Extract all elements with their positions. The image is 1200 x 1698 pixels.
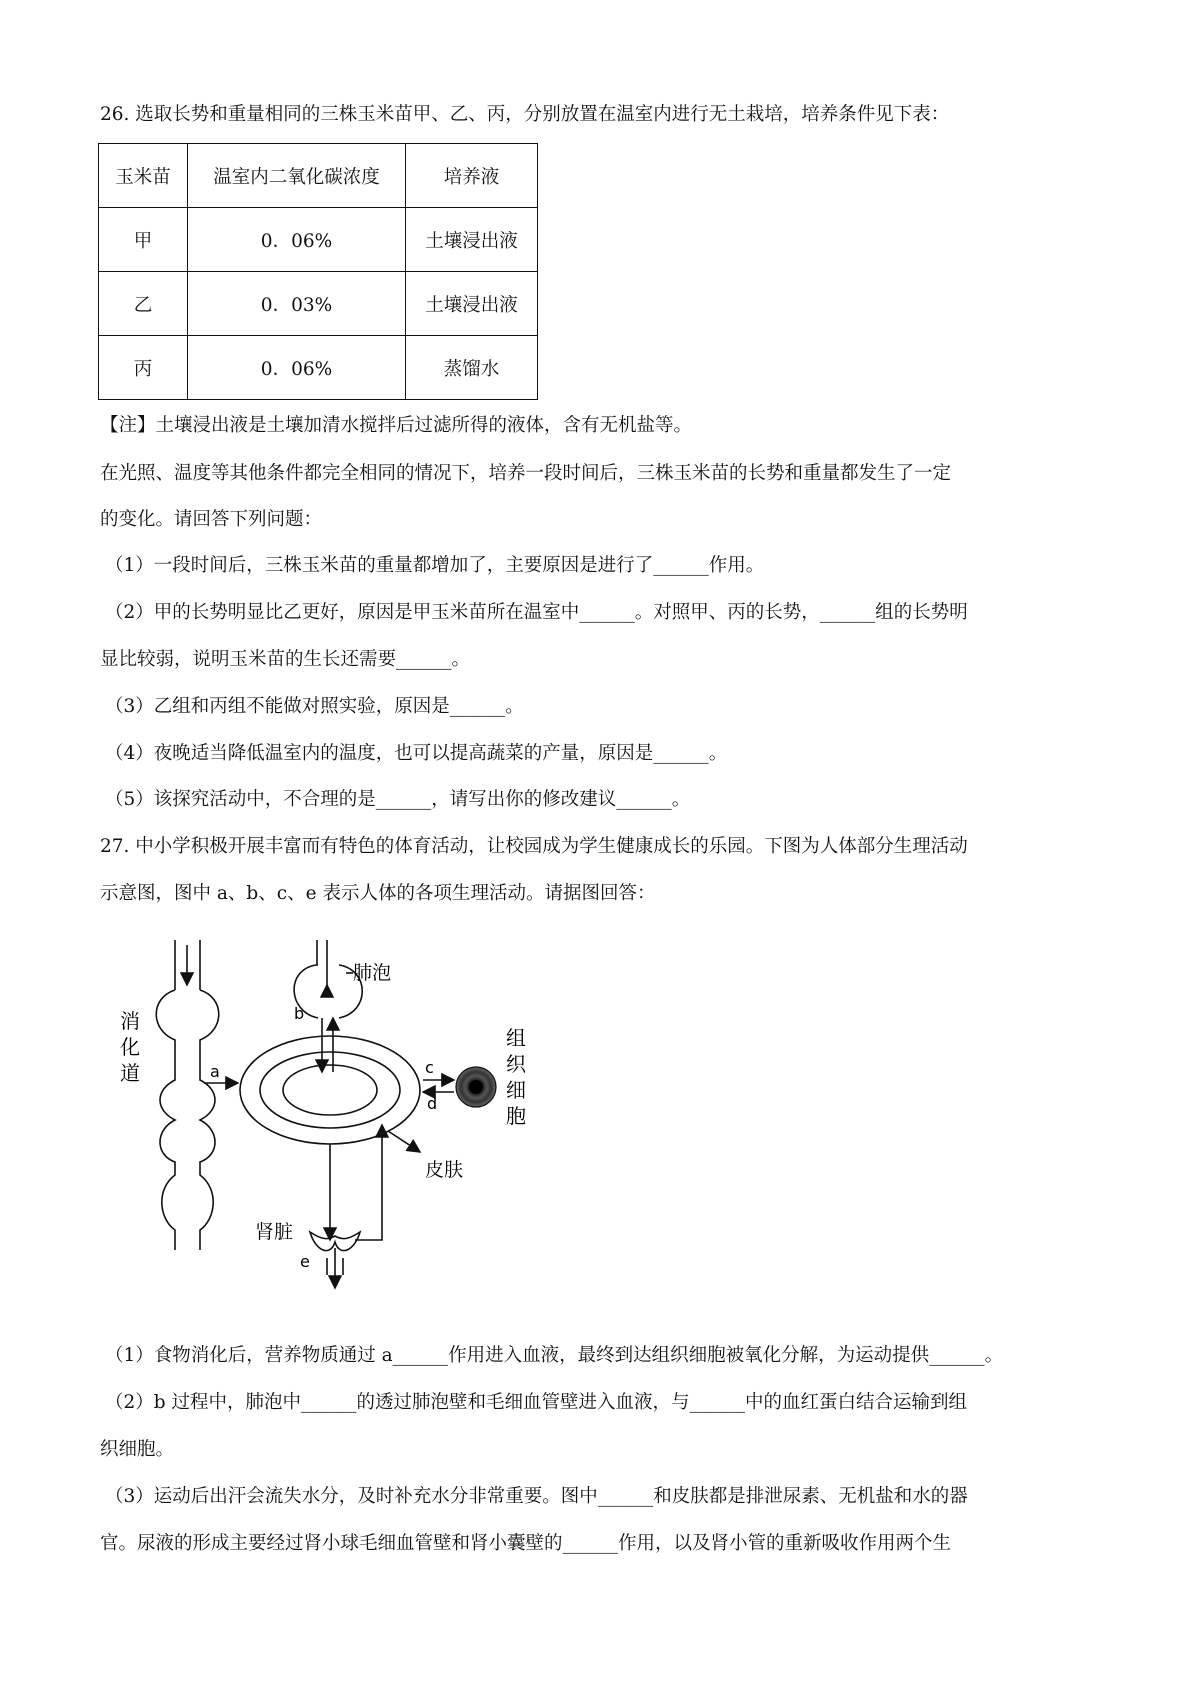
label-a: a <box>210 1062 220 1081</box>
label-digestive-3: 道 <box>120 1061 140 1085</box>
renal-vein-arrow <box>355 1125 382 1240</box>
q26-paragraph: 在光照、温度等其他条件都完全相同的情况下，培养一段时间后，三株玉米苗的长势和重量都发生了一定 <box>100 463 952 484</box>
table-cell: 0．03% <box>188 272 406 336</box>
arrow-skin <box>388 1131 420 1152</box>
table-cell: 乙 <box>99 272 188 336</box>
table-cell: 丙 <box>99 336 188 400</box>
table-row <box>99 336 538 400</box>
q27-subquestion-3-cont: 官。尿液的形成主要经过肾小球毛细血管壁和肾小囊壁的______作用，以及肾小管的重新吸收作用两个生 <box>100 1533 952 1554</box>
label-skin: 皮肤 <box>425 1159 464 1181</box>
q27-subquestion-2-cont: 织细胞。 <box>100 1439 175 1460</box>
label-tissue-4: 胞 <box>506 1104 526 1128</box>
label-tissue-3: 细 <box>506 1078 526 1102</box>
table-cell: 土壤浸出液 <box>406 208 538 272</box>
label-digestive-2: 化 <box>120 1035 140 1059</box>
q26-paragraph: 的变化。请回答下列问题： <box>100 509 323 530</box>
table-header: 培养液 <box>406 144 538 208</box>
label-digestive-1: 消 <box>120 1009 140 1033</box>
table-cell: 土壤浸出液 <box>406 272 538 336</box>
physiology-diagram <box>120 940 580 1290</box>
middle-circulation <box>260 1052 400 1128</box>
kidney <box>310 1232 360 1251</box>
q27-intro: 27. 中小学积极开展丰富而有特色的体育活动，让校园成为学生健康成长的乐园。下图为人体部分生理活动 <box>100 836 968 857</box>
q27-subquestion-1: （1）食物消化后，营养物质通过 a______作用进入血液，最终到达组织细胞被氧化分解，为运动提供______。 <box>105 1345 1004 1366</box>
digestive-tract <box>156 940 219 1250</box>
q26-subquestion-4: （4）夜晚适当降低温室内的温度，也可以提高蔬菜的产量，原因是______。 <box>105 743 728 764</box>
label-b: b <box>294 1004 305 1023</box>
table-cell: 0．06% <box>188 336 406 400</box>
label-tissue-2: 织 <box>506 1052 526 1076</box>
conditions-table <box>98 143 538 400</box>
label-tissue-1: 组 <box>506 1026 526 1050</box>
q26-subquestion-1: （1）一段时间后，三株玉米苗的重量都增加了，主要原因是进行了______作用。 <box>105 555 765 576</box>
q26-intro: 26. 选取长势和重量相同的三株玉米苗甲、乙、丙，分别放置在温室内进行无土栽培，培养条件见下表： <box>100 104 950 125</box>
label-d: d <box>427 1094 438 1113</box>
q27-subquestion-3: （3）运动后出汗会流失水分，及时补充水分非常重要。图中______和皮肤都是排泄尿素、无机盐和水的器 <box>105 1486 968 1507</box>
table-cell: 甲 <box>99 208 188 272</box>
q26-subquestion-2: （2）甲的长势明显比乙更好，原因是甲玉米苗所在温室中______。对照甲、丙的长势，______组的长势明 <box>105 602 968 623</box>
q26-subquestion-2-cont: 显比较弱，说明玉米苗的生长还需要______。 <box>100 649 471 670</box>
cell-nucleus <box>469 1080 483 1094</box>
inner-circulation <box>283 1065 377 1115</box>
table-cell: 0．06% <box>188 208 406 272</box>
table-row <box>99 272 538 336</box>
label-e: e <box>300 1252 310 1271</box>
q26-note: 【注】土壤浸出液是土壤加清水搅拌后过滤所得的液体，含有无机盐等。 <box>100 415 693 436</box>
q27-subquestion-2: （2）b 过程中，肺泡中______的透过肺泡壁和毛细血管壁进入血液，与______中的血红蛋白结合运输到组 <box>105 1392 967 1413</box>
table-row <box>99 208 538 272</box>
table-header: 温室内二氧化碳浓度 <box>188 144 406 208</box>
table-header: 玉米苗 <box>99 144 188 208</box>
q27-intro-cont: 示意图，图中 a、b、c、e 表示人体的各项生理活动。请据图回答： <box>100 883 656 904</box>
q26-subquestion-5: （5）该探究活动中，不合理的是______，请写出你的修改建议______。 <box>105 789 691 810</box>
label-kidney: 肾脏 <box>255 1221 294 1243</box>
q26-subquestion-3: （3）乙组和丙组不能做对照实验，原因是______。 <box>105 696 524 717</box>
label-c: c <box>425 1058 434 1077</box>
label-alveolus: 肺泡 <box>353 962 392 984</box>
table-cell: 蒸馏水 <box>406 336 538 400</box>
table-header-row <box>99 144 538 208</box>
